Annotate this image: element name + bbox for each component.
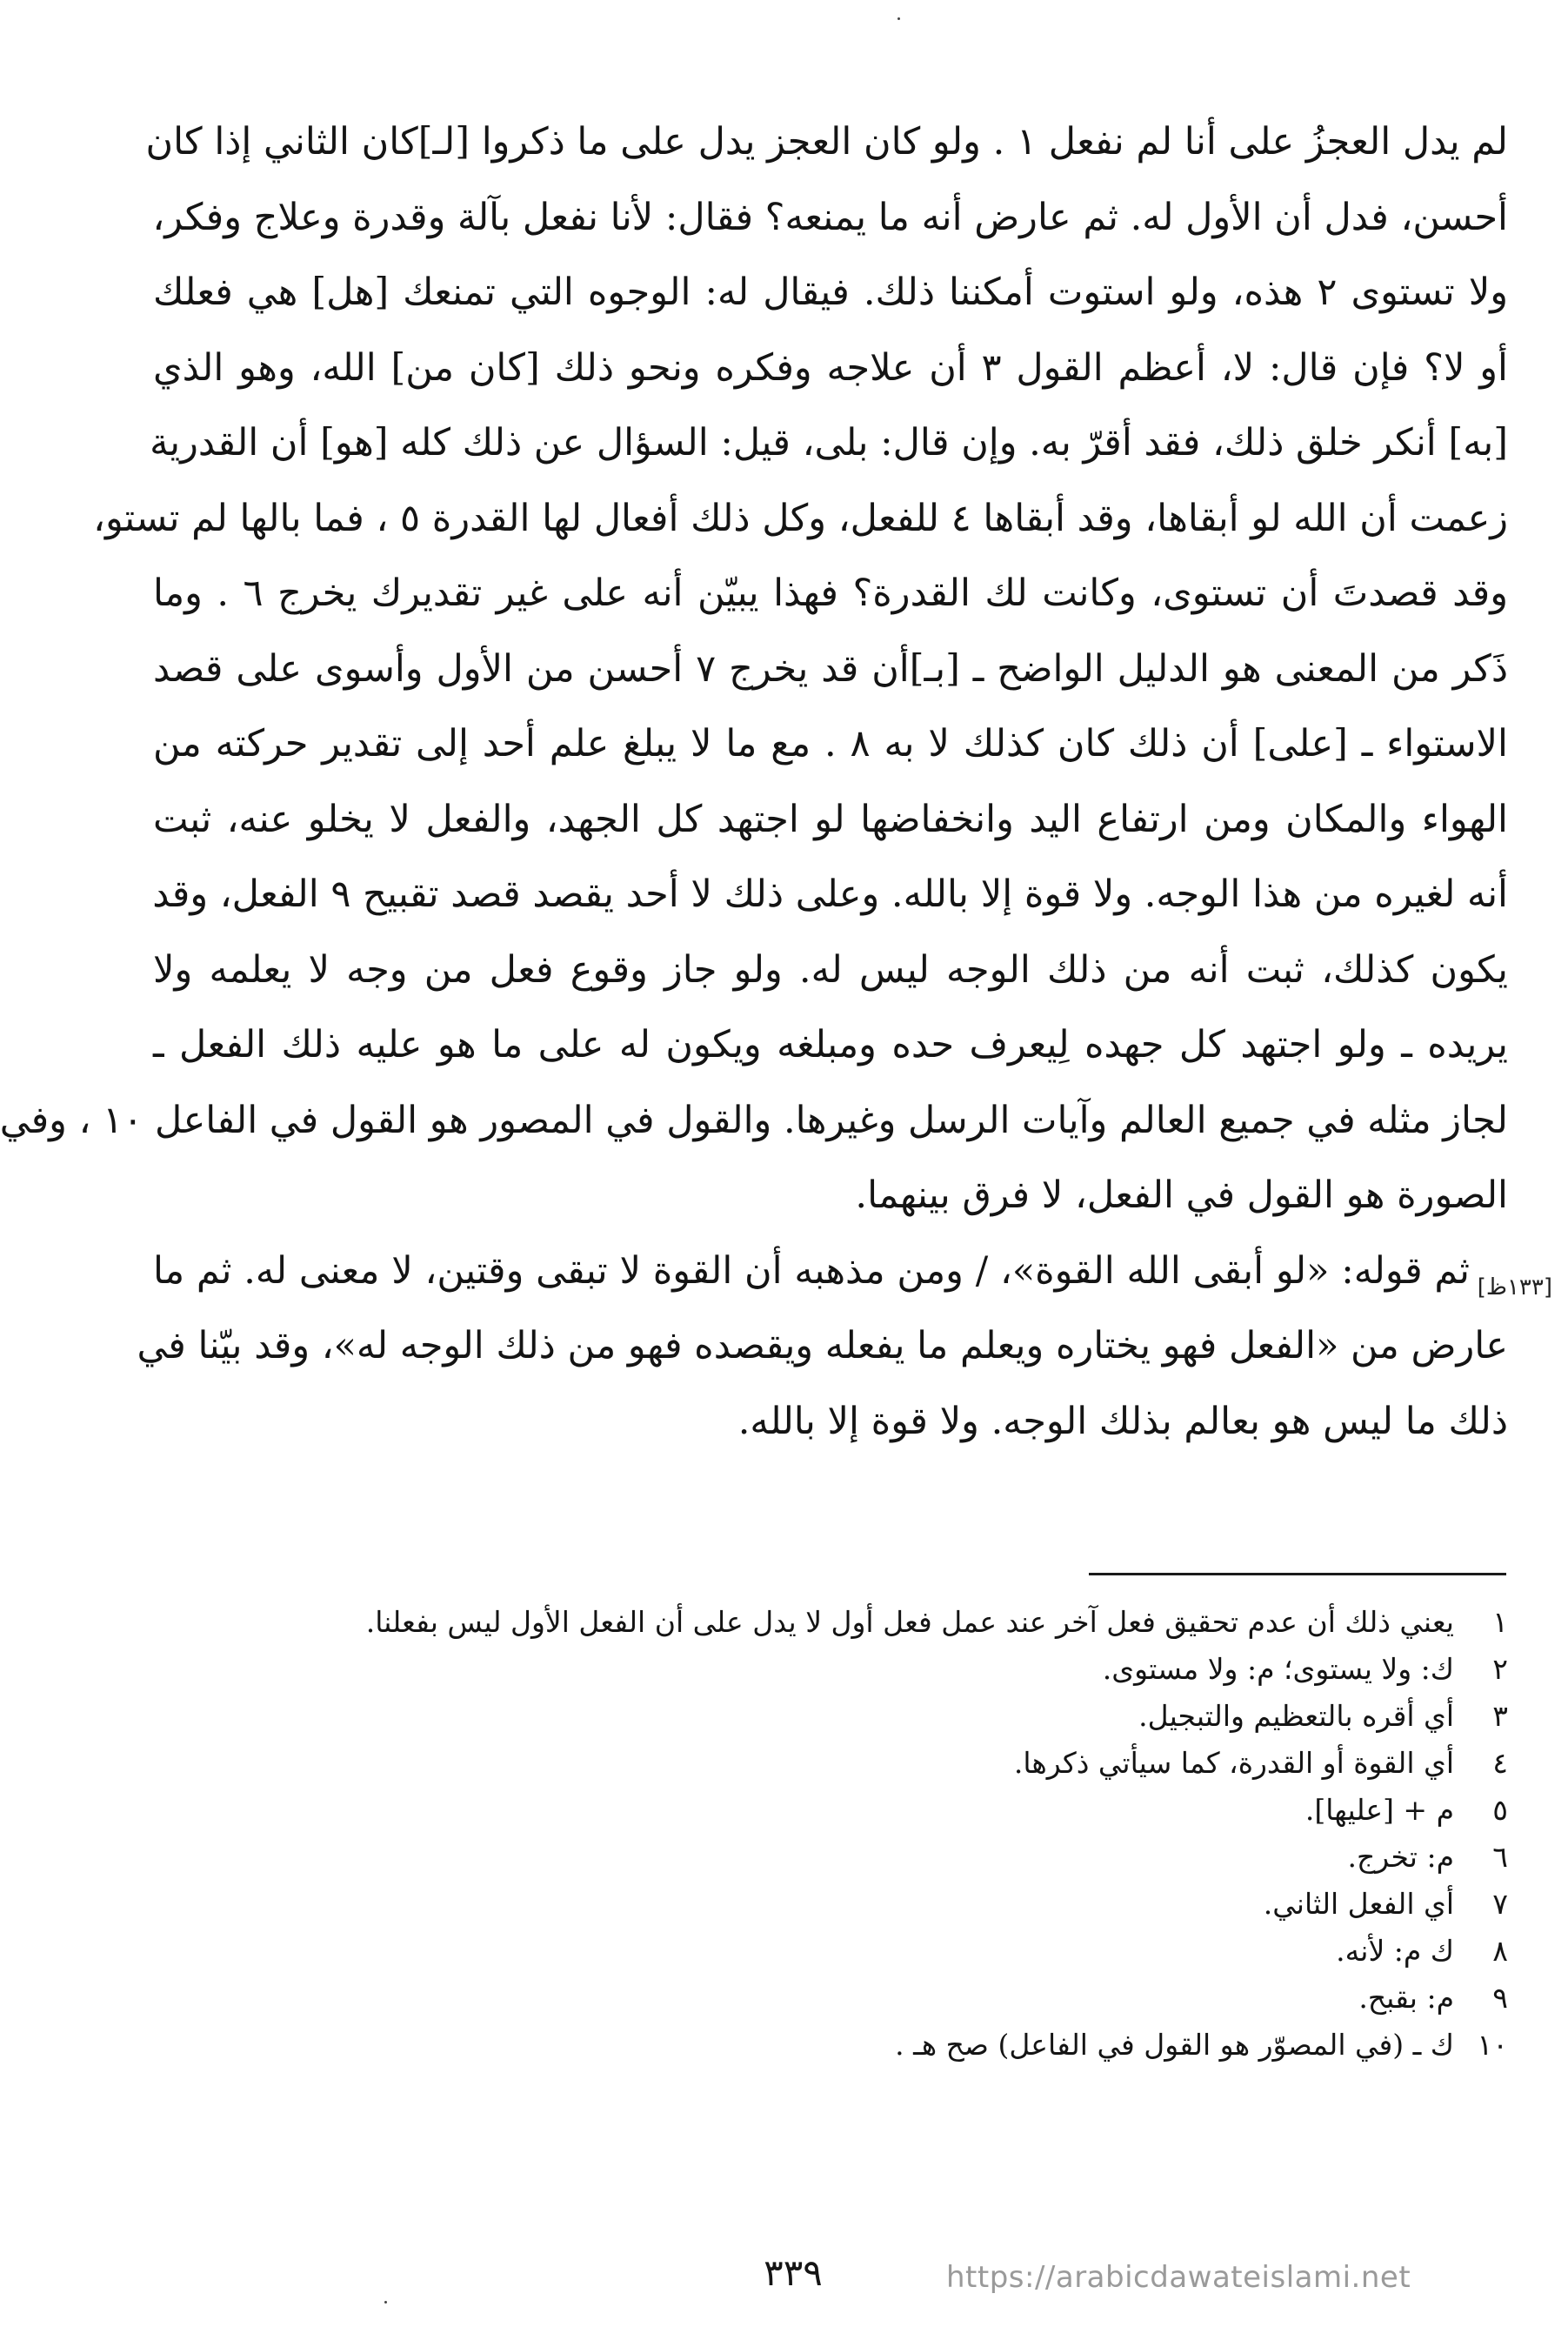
footnote	[153, 1646, 1508, 1693]
footnote-number: ٤	[1492, 1746, 1508, 1780]
text-line: [به] أنكر خلق ذلك، فقد أقرّ به. وإن قال: بلى، قيل: السؤال عن ذلك كله [هو] أن القدرية	[150, 421, 1508, 465]
footnote	[153, 1693, 1508, 1740]
text-line: لجاز مثله في جميع العالم وآيات الرسل وغيرها. والقول في المصور هو القول في الفاعل ١٠ ، وفي	[0, 1098, 1508, 1142]
paragraph-line: ذلك ما ليس هو بعالم بذلك الوجه. ولا قوة إلا بالله.	[737, 1399, 1508, 1443]
footnote-number: ٧	[1492, 1887, 1508, 1921]
watermark-url: https://arabicdawateislami.net	[946, 2260, 1411, 2295]
scan-speck	[384, 2301, 387, 2304]
footnote-number: ٣	[1492, 1699, 1508, 1733]
footnote	[153, 1740, 1508, 1787]
paragraph-line: ثم قوله: «لو أبقى الله القوة»، / ومن مذهبه أن القوة لا تبقى وقتين، لا معنى له. ثم ما	[153, 1248, 1470, 1293]
text-line: الصورة هو القول في الفعل، لا فرق بينهما.	[855, 1174, 1508, 1217]
text-line: يكون كذلك، ثبت أنه من ذلك الوجه ليس له. ولو جاز وقوع فعل من وجه لا يعلمه ولا	[153, 947, 1508, 992]
page-number: ٣٣٩	[764, 2251, 823, 2294]
footnote-number: ١٠	[1477, 2028, 1508, 2062]
text-line: أو لا؟ فإن قال: لا، أعظم القول ٣ أن علاجه وفكره ونحو ذلك [كان من] الله، وهو الذي	[153, 345, 1508, 390]
footnote-number: ٦	[1492, 1840, 1508, 1874]
footnote	[153, 1599, 1508, 1646]
text-line: الهواء والمكان ومن ارتفاع اليد وانخفاضها لو اجتهد كل الجهد، والفعل لا يخلو عنه، ثبت	[153, 797, 1508, 841]
footnote	[153, 1881, 1508, 1928]
footnote	[153, 1834, 1508, 1881]
text-line: زعمت أن الله لو أبقاها، وقد أبقاها ٤ للفعل، وكل ذلك أفعال لها القدرة ٥ ، فما بالها لم تستو،	[93, 496, 1508, 540]
text-line: أحسن، فدل أن الأول له. ثم عارض أنه ما يمنعه؟ فقال: لأنا نفعل بآلة وقدرة وعلاج وفكر،	[152, 195, 1508, 239]
folio-margin-note: [١٣٣ظ]	[1477, 1274, 1552, 1301]
text-line: لم يدل العجزُ على أنا لم نفعل ١ . ولو كان العجز يدل على ما ذكروا [لـ]كان الثاني إذا كان	[145, 120, 1508, 164]
text-line: ولا تستوى ٢ هذه، ولو استوت أمكننا ذلك. فيقال له: الوجوه التي تمنعك [هل] هي فعلك	[153, 271, 1508, 314]
footnote-text: يعني ذلك أن عدم تحقيق فعل آخر عند عمل فعل أول لا يدل على أن الفعل الأول ليس بفعلنا.	[365, 1605, 1454, 1639]
text-line: ذَكر من المعنى هو الدليل الواضح ـ [بـ]أن قد يخرج ٧ أحسن من الأول وأسوى على قصد	[153, 646, 1508, 691]
footnote	[153, 1928, 1508, 1975]
footnote	[153, 1975, 1508, 2022]
scan-speck	[897, 17, 900, 20]
text-line: وقد قصدتَ أن تستوى، وكانت لك القدرة؟ فهذا يبيّن أنه على غير تقديرك يخرج ٦ . وما	[153, 572, 1508, 615]
footnote-text: أي القوة أو القدرة، كما سيأتي ذكرها.	[1013, 1746, 1454, 1780]
footnote	[153, 2022, 1508, 2069]
text-line: يريده ـ ولو اجتهد كل جهده لِيعرف حده ومبلغه ويكون له على ما هو عليه ذلك الفعل ـ	[153, 1023, 1508, 1067]
footnote	[153, 1787, 1508, 1834]
footnote-text: م: تخرج.	[1347, 1840, 1454, 1874]
footnotes	[153, 1599, 1508, 2069]
text-line: أنه لغيره من هذا الوجه. ولا قوة إلا بالله. وعلى ذلك لا أحد يقصد قصد تقبيح ٩ الفعل، وقد	[152, 873, 1508, 916]
footnote-text: ك: ولا يستوى؛ م: ولا مستوى.	[1102, 1652, 1454, 1686]
footnote-number: ١	[1492, 1605, 1508, 1639]
footnote-text: م: بقبح.	[1358, 1981, 1454, 2015]
footnote-number: ٨	[1492, 1934, 1508, 1968]
footnote-text: م + [عليها].	[1304, 1793, 1454, 1827]
footnote-text: ك م: لأنه.	[1336, 1934, 1454, 1968]
footnote-number: ٢	[1492, 1652, 1508, 1686]
footnote-number: ٩	[1492, 1981, 1508, 2015]
main-text	[0, 104, 1508, 1459]
footnote-text: أي الفعل الثاني.	[1263, 1887, 1454, 1921]
footnote-number: ٥	[1492, 1793, 1508, 1827]
footnote-text: ك ـ (في المصوّر هو القول في الفاعل) صح هـ .	[895, 2028, 1454, 2062]
footnote-divider	[1089, 1573, 1506, 1575]
paragraph-line: عارض من «الفعل فهو يختاره ويعلم ما يفعله ويقصده فهو من ذلك الوجه له»، وقد بيّنا في	[137, 1324, 1508, 1367]
footnote-text: أي أقره بالتعظيم والتبجيل.	[1138, 1699, 1454, 1733]
text-line: الاستواء ـ [على] أن ذلك كان كذلك لا به ٨ . مع ما لا يبلغ علم أحد إلى تقدير حركته من	[153, 722, 1508, 766]
